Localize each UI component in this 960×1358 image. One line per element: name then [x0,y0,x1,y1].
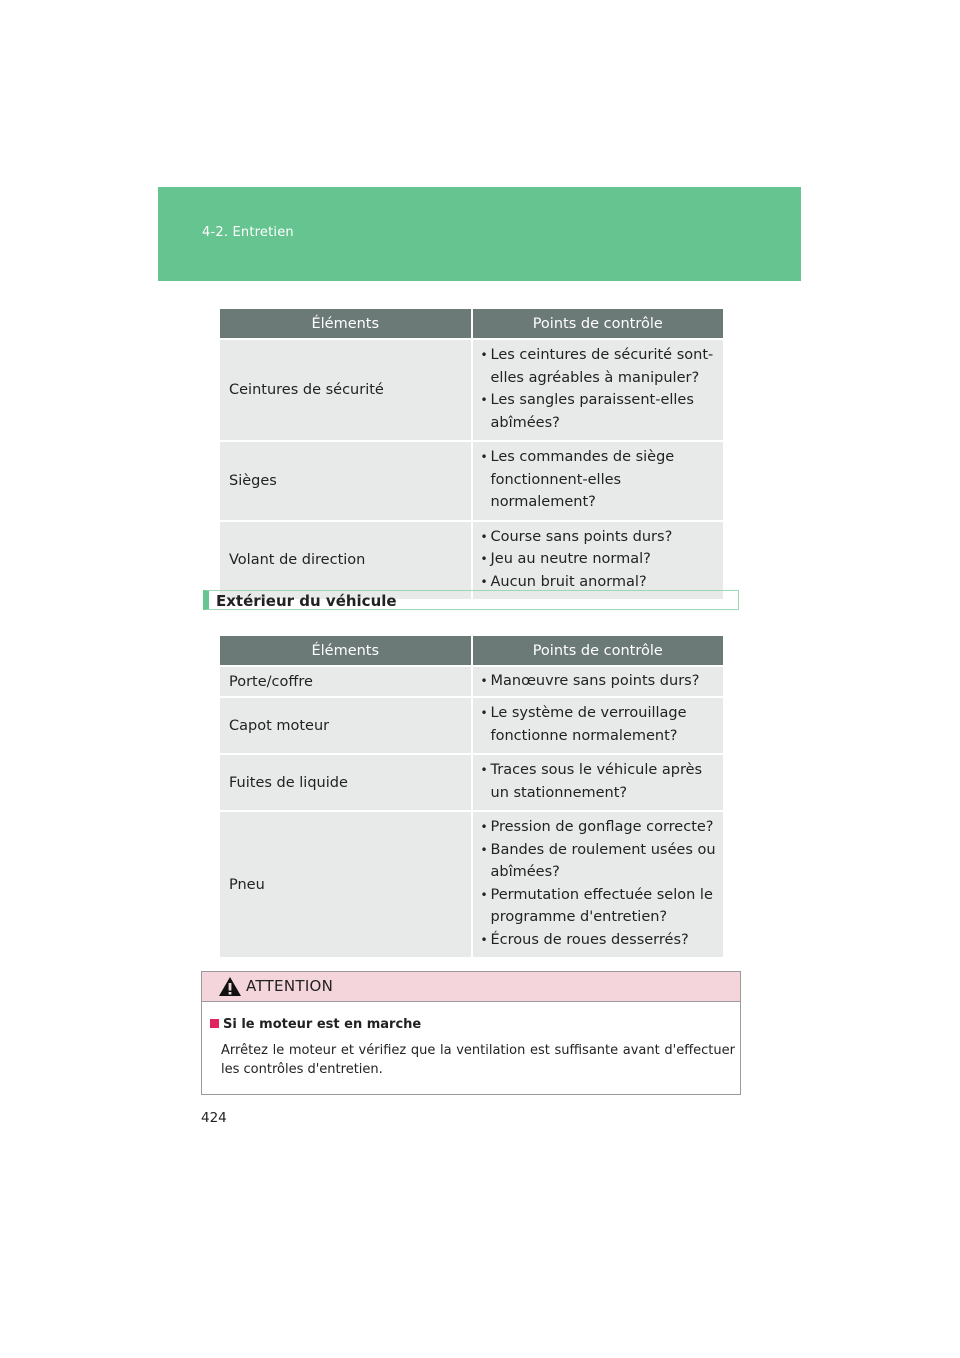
row-points [472,441,724,521]
checkpoint: • Course sans points durs? [481,526,718,549]
inspection-table-exterior [220,636,723,957]
warning-subtitle [210,1017,421,1032]
table-row [220,666,723,697]
column-header-items: Éléments [220,636,472,666]
page-number: 424 [201,1110,227,1126]
row-points [472,339,724,441]
warning-title: ATTENTION [246,977,334,995]
table-row [220,339,723,441]
table-row [220,811,723,957]
row-item: Pneu [220,811,472,957]
row-points [472,666,724,697]
checkpoint: • Bandes de roulement usées ou abîmées? [481,839,718,884]
checkpoint: • Traces sous le véhicule après un stationnement? [481,759,718,804]
column-header-checkpoints: Points de contrôle [472,309,724,339]
row-points [472,811,724,957]
checkpoint: • Pression de gonflage correcte? [481,816,718,839]
column-header-items: Éléments [220,309,472,339]
warning-box [201,971,741,1095]
checkpoint: • Le système de verrouillage fonctionne normalement? [481,702,718,747]
section-label: 4-2. Entretien [202,225,294,240]
row-points [472,697,724,754]
table-row [220,697,723,754]
square-bullet-icon [210,1019,219,1028]
section-heading [203,590,739,610]
warning-subtitle-text: Si le moteur est en marche [223,1017,422,1032]
row-item: Porte/coffre [220,666,472,697]
table-row [220,441,723,521]
checkpoint: • Les commandes de siège fonctionnent-elles normalement? [481,446,718,514]
checkpoint: • Les ceintures de sécurité sont-elles agréables à manipuler? [481,344,718,389]
inspection-table-interior [220,309,723,599]
warning-triangle-icon [218,976,242,997]
row-item: Volant de direction [220,521,472,600]
checkpoint: • Jeu au neutre normal? [481,548,718,571]
row-points [472,754,724,811]
checkpoint: • Manœuvre sans points durs? [481,670,718,693]
table-row [220,754,723,811]
row-item: Ceintures de sécurité [220,339,472,441]
row-item: Capot moteur [220,697,472,754]
checkpoint: • Aucun bruit anormal? [481,571,718,594]
header-band [158,187,801,281]
checkpoint: • Permutation effectuée selon le programme d'entretien? [481,884,718,929]
warning-text: Arrêtez le moteur et vérifiez que la ventilation est suffisante avant d'effectuer les contrôles d'entretien. [221,1043,735,1077]
table-header-row [220,309,723,339]
row-points [472,521,724,600]
row-item: Fuites de liquide [220,754,472,811]
checkpoint: • Écrous de roues desserrés? [481,929,718,952]
checkpoint: • Les sangles paraissent-elles abîmées? [481,389,718,434]
warning-header [202,972,740,1002]
table-row [220,521,723,600]
row-item: Sièges [220,441,472,521]
column-header-checkpoints: Points de contrôle [472,636,724,666]
section-heading-text: Extérieur du véhicule [216,592,397,610]
table-header-row [220,636,723,666]
